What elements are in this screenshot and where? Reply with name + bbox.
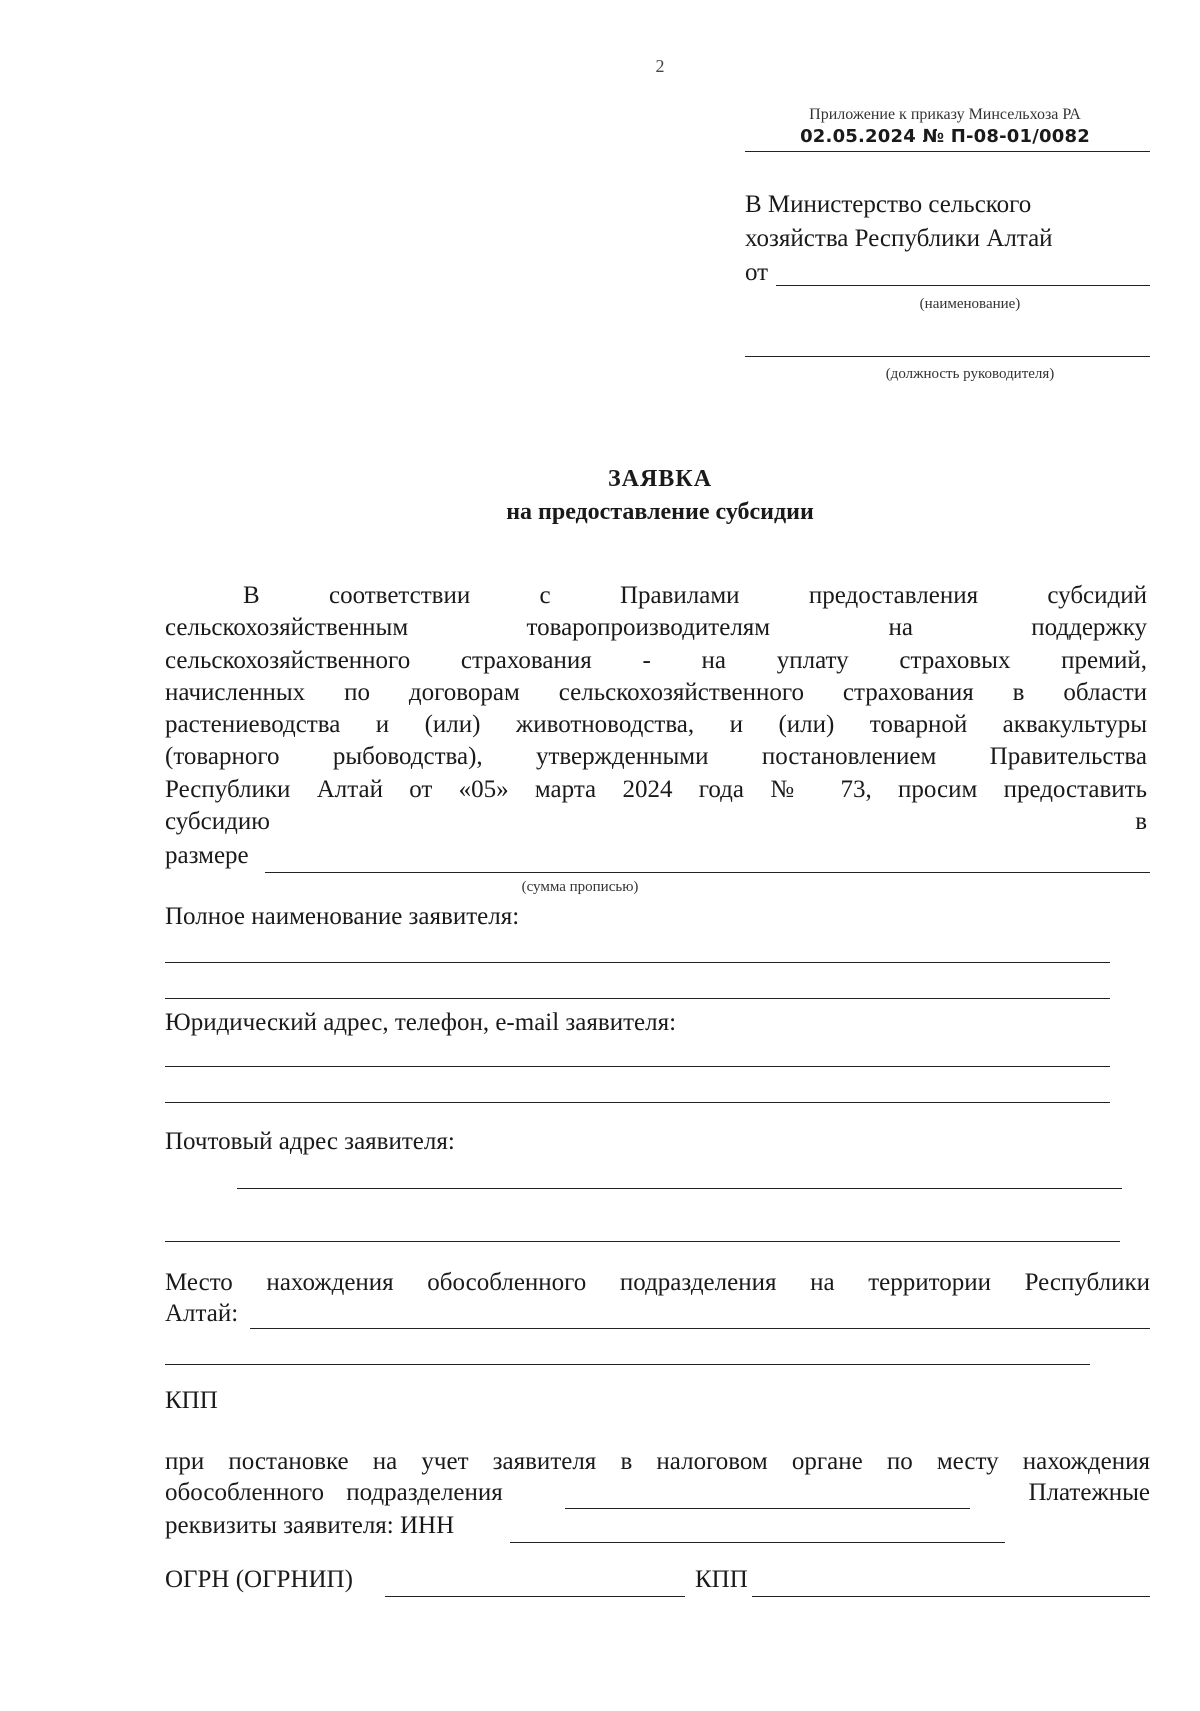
name-caption: (наименование) — [919, 296, 1021, 312]
appendix-note: Приложение к приказу Минсельхоза РА — [809, 106, 1081, 123]
full-name-line-1[interactable] — [165, 962, 1110, 963]
intro-line: (товарного рыбоводства), утвержденными постановлением Правительства — [165, 743, 1147, 771]
intro-line: субсидию в — [165, 808, 1147, 836]
kpp-2-line[interactable] — [752, 1596, 1150, 1597]
postal-address-line-1[interactable] — [237, 1188, 1122, 1189]
addressee-line-2: хозяйства Республики Алтай — [745, 225, 1053, 252]
postal-address-line-2[interactable] — [165, 1241, 1120, 1242]
branch-kpp-line[interactable] — [565, 1508, 970, 1509]
manager-position-line[interactable] — [745, 356, 1150, 357]
tax-registration-line-1: при постановке на учет заявителя в налоговом органе по месту нахождения — [165, 1448, 1150, 1475]
ogrn-label: ОГРН (ОГРНИП) — [165, 1566, 353, 1593]
document-title: ЗАЯВКА — [607, 466, 713, 492]
branch-location-label-line-1: Место нахождения обособленного подразделения на территории Республики — [165, 1269, 1150, 1296]
full-name-line-2[interactable] — [165, 998, 1110, 999]
intro-line: начисленных по договорам сельскохозяйственного страхования в области — [165, 678, 1147, 706]
intro-line: растениеводства и (или) животноводства, и (или) товарной аквакультуры — [165, 711, 1147, 739]
payment-details-inn-label: реквизиты заявителя: ИНН — [165, 1512, 455, 1539]
amount-caption: (сумма прописью) — [521, 879, 639, 895]
position-caption: (должность руководителя) — [885, 366, 1055, 382]
intro-paragraph — [165, 580, 1147, 838]
legal-address-line-2[interactable] — [165, 1102, 1110, 1103]
branch-location-line-1[interactable] — [250, 1328, 1150, 1329]
tax-registration-line-2-left: обособленного подразделения — [165, 1479, 503, 1506]
branch-location-line-2[interactable] — [165, 1364, 1090, 1365]
addressee-from: от — [745, 259, 769, 286]
order-reference: 02.05.2024 № П-08-01/0082 — [800, 126, 1090, 147]
kpp-label: КПП — [165, 1387, 218, 1414]
ogrn-line[interactable] — [385, 1596, 685, 1597]
intro-line: сельскохозяйственным товаропроизводителям на поддержку — [165, 614, 1147, 642]
addressee-line-1: В Министерство сельского — [745, 191, 1032, 218]
full-name-label: Полное наименование заявителя: — [165, 903, 520, 930]
kpp-2-label: КПП — [695, 1566, 748, 1593]
intro-line: Республики Алтай от «05» марта 2024 года № 73, просим предоставить — [165, 775, 1147, 803]
applicant-name-line[interactable] — [776, 285, 1150, 286]
legal-address-label: Юридический адрес, телефон, e-mail заявителя: — [165, 1009, 677, 1036]
amount-line[interactable] — [265, 872, 1150, 873]
document-subtitle: на предоставление субсидии — [506, 499, 814, 525]
intro-line: В соответствии с Правилами предоставления субсидий — [243, 582, 1147, 609]
inn-line[interactable] — [510, 1542, 1005, 1543]
legal-address-line-1[interactable] — [165, 1066, 1110, 1067]
branch-location-label-line-2: Алтай: — [165, 1300, 239, 1327]
tax-registration-line-2-right: Платежные — [1028, 1479, 1150, 1506]
postal-address-label: Почтовый адрес заявителя: — [165, 1128, 455, 1155]
page-number: 2 — [655, 56, 665, 76]
amount-label: размере — [165, 842, 249, 869]
intro-line: сельскохозяйственного страхования - на уплату страховых премий, — [165, 646, 1147, 674]
order-underline — [745, 151, 1150, 152]
